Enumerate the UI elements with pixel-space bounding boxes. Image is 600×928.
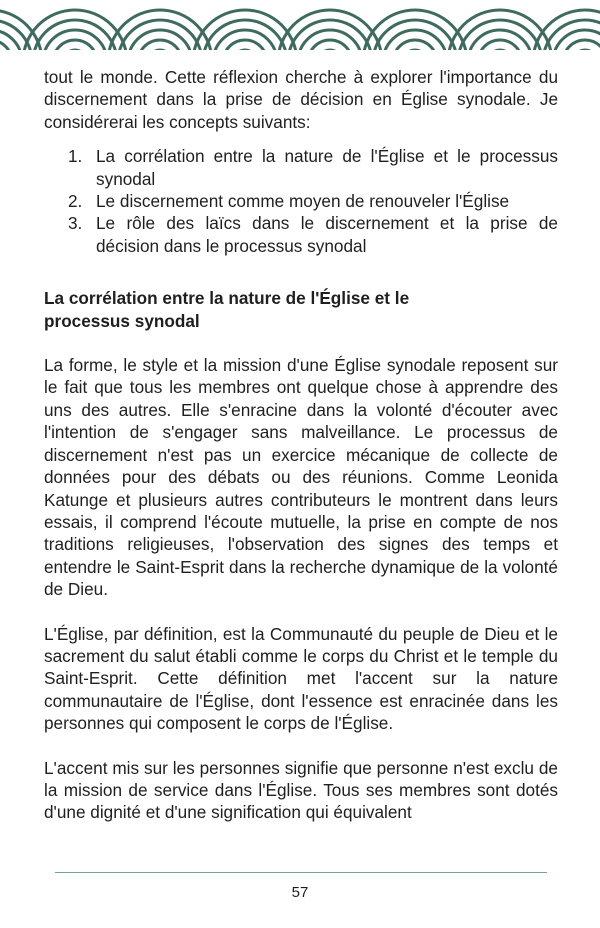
banner-arc [458,20,542,50]
banner-arc [203,20,287,50]
list-item [44,212,558,257]
body-paragraph: La forme, le style et la mission d'une Église synodale reposent sur le fait que tous les membres ont quelque chose à apprendre des uns des autres. Elle s'enracine dans la volonté d'écouter avec l'intention de s'engager sans malveillance. Le processus de discernement n'est pas un exercice mécanique de collecte de données pour des débats ou des réunions. Comme Leonida Katunge et plusieurs autres contributeurs le montrent dans leurs essais, il comprend l'écoute mutuelle, la prise en compte de nos traditions religieuses, l'observation des signes des temps et entendre le Saint-Esprit dans la recherche dynamique de la volonté de Dieu. [44,355,558,600]
concepts-list [44,145,558,257]
body-paragraph: L'accent mis sur les personnes signifie que personne n'est exclu de la mission de service dans l'Église. Tous ses membres sont dotés d'une dignité et d'une signification qui équivalent [44,757,558,823]
banner-arc [0,40,12,50]
list-item [44,190,558,212]
list-item-number: 3. [68,213,83,234]
banner-arc [373,20,457,50]
banner-arc [563,40,600,50]
banner-arc [33,20,117,50]
body-paragraph: L'Église, par définition, est la Communauté du peuple de Dieu et le sacrement du salut établi comme le corps du Christ et le temple du Saint-Esprit. Cette définition met l'accent sur la nature communautaire de l'Église, dont l'essence est enracinée dans les personnes qui composent le corps de l'Église. [44,623,558,734]
list-item-number: 1. [68,146,83,167]
page-content [44,66,558,846]
list-item-text: La corrélation entre la nature de l'Église et le processus synodal [96,146,558,189]
decorative-banner [0,0,600,50]
list-item-text: Le discernement comme moyen de renouveler l'Église [96,191,510,212]
banner-arc [118,20,202,50]
intro-paragraph: tout le monde. Cette réflexion cherche à explorer l'importance du discernement dans la prise de décision en Église synodale. Je considérerai les concepts suivants: [44,67,558,132]
banner-arc [288,20,372,50]
list-item [44,145,558,190]
section-heading: La corrélation entre la nature de l'Église et le processus synodal [44,288,410,331]
list-item-number: 2. [68,191,83,212]
list-item-text: Le rôle des laïcs dans le discernement et la prise de décision dans le processus synodal [96,213,558,256]
footer-rule [55,872,547,873]
page-number: 57 [291,884,309,901]
